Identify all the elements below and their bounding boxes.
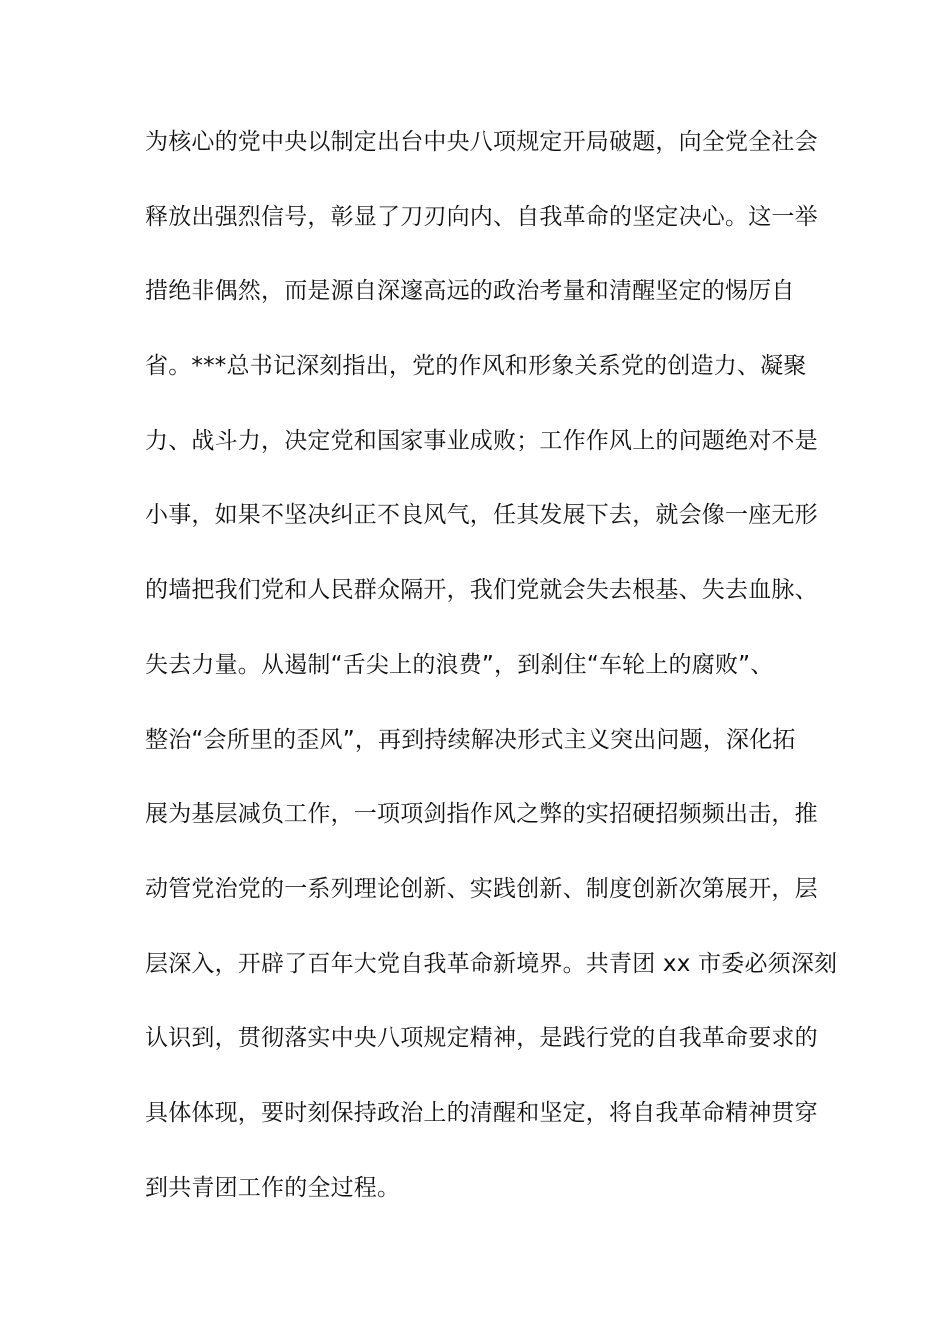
text-line: 认识到，贯彻落实中央八项规定精神，是践行党的自我革命要求的 — [145, 1025, 818, 1052]
text-line: 到共青团工作的全过程。 — [145, 1174, 401, 1201]
text-line: 小事，如果不坚决纠正不良风气，任其发展下去，就会像一座无形 — [145, 502, 818, 529]
text-line: 失去力量。从遏制“舌尖上的浪费”，到刹住“车轮上的腐败”、 — [145, 651, 774, 678]
text-line: 的墙把我们党和人民群众隔开，我们党就会失去根基、失去血脉、 — [145, 577, 818, 604]
text-line: 释放出强烈信号，彰显了刀刃向内、自我革命的坚定决心。这一举 — [145, 203, 818, 230]
text-line: 措绝非偶然，而是源自深邃高远的政治考量和清醒坚定的惕厉自 — [145, 278, 795, 305]
text-line: 具体体现，要时刻保持政治上的清醒和坚定，将自我革命精神贯穿 — [145, 1099, 818, 1126]
text-line: 层深入，开辟了百年大党自我革命新境界。共青团 xx 市委必须深刻 — [145, 950, 838, 977]
text-line: 省。***总书记深刻指出，党的作风和形象关系党的创造力、凝聚 — [145, 353, 807, 380]
body-paragraph — [145, 120, 838, 1240]
text-line: 动管党治党的一系列理论创新、实践创新、制度创新次第展开，层 — [145, 875, 818, 902]
text-line: 整治“会所里的歪风”，再到持续解决形式主义突出问题，深化拓 — [145, 726, 796, 753]
text-line: 力、战斗力，决定党和国家事业成败；工作作风上的问题绝对不是 — [145, 427, 818, 454]
text-line: 展为基层减负工作，一项项剑指作风之弊的实招硬招频频出击，推 — [145, 801, 818, 828]
text-line: 为核心的党中央以制定出台中央八项规定开局破题，向全党全社会 — [145, 129, 818, 155]
